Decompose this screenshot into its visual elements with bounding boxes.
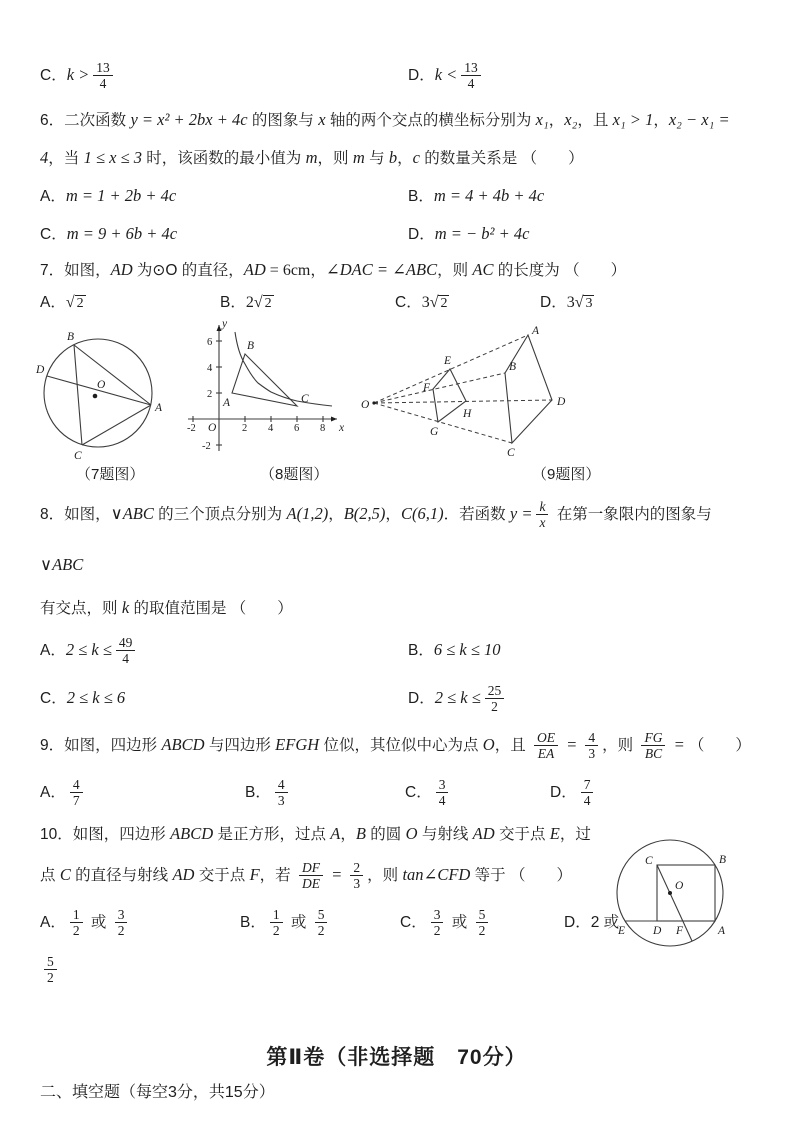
text-run: 点 — [40, 867, 60, 884]
q5-option-c — [40, 50, 408, 101]
text-run: C． — [40, 226, 67, 243]
q10-stem-line2 — [40, 852, 640, 899]
text-run: C． — [400, 914, 427, 931]
text-run: C． — [40, 67, 67, 84]
text-run: 的长度为 （ ） — [493, 262, 627, 279]
text-run: ， — [328, 506, 344, 523]
fig10-label-E: E — [618, 925, 626, 937]
fraction — [534, 730, 558, 761]
q5-options-row — [40, 50, 753, 101]
fraction — [436, 777, 449, 808]
q7-option-d — [540, 288, 753, 319]
math-run: O — [482, 735, 495, 754]
sqrt-expression — [422, 295, 450, 311]
quad-EFGH — [433, 369, 466, 422]
fraction-numerator: 13 — [461, 60, 481, 76]
math-run: b — [388, 148, 398, 167]
fraction-numerator: 25 — [485, 683, 505, 699]
fraction — [275, 777, 288, 808]
fig9-label-D: D — [557, 396, 566, 408]
text-run: ，则 — [317, 150, 353, 167]
fraction — [581, 777, 594, 808]
fraction — [299, 860, 323, 891]
fraction-numerator: k — [536, 499, 548, 515]
q7-option-c — [395, 288, 540, 319]
math-run: O — [405, 824, 418, 843]
text-run: C． — [405, 784, 432, 801]
q8-options-row1 — [40, 626, 753, 675]
fig8-ytick-4: 4 — [207, 363, 213, 374]
q8-stem-line1 — [40, 489, 753, 591]
text-run: 的圆 — [365, 826, 406, 843]
fig7-label-A: A — [155, 402, 163, 414]
text-run: 有交点，则 — [40, 600, 122, 617]
text-run: 10．如图，四边形 — [40, 826, 171, 843]
fig8-ytick-neg2: -2 — [202, 441, 211, 452]
math-run: ∠DAC = ∠ABC — [325, 260, 438, 279]
q6-options-row2 — [40, 215, 753, 253]
fraction-denominator: 2 — [72, 923, 80, 939]
math-run: k — [121, 598, 130, 617]
q6-option-c — [40, 215, 408, 253]
math-run: 2 ≤ k ≤ — [65, 640, 112, 659]
fraction-numerator: 49 — [116, 635, 136, 651]
text-run: 的直径与射线 — [70, 867, 173, 884]
math-run: 1 ≤ x ≤ 3 — [83, 148, 142, 167]
figures-row — [36, 318, 753, 462]
text-run: C． — [395, 294, 422, 311]
q5-option-d — [408, 50, 753, 101]
fraction — [461, 60, 481, 91]
text-run: 的图象与 — [247, 112, 319, 129]
text-run: 7．如图， — [40, 262, 111, 279]
caption-fig8: （8题图） — [260, 466, 329, 483]
fig10-label-C: C — [645, 855, 653, 867]
math-run: m = 4 + 4b + 4c — [433, 186, 545, 205]
fig10-label-O: O — [675, 880, 684, 892]
text-run: 时，该函数的最小值为 — [142, 150, 306, 167]
math-run: ABCD — [161, 735, 205, 754]
q7-stem — [40, 253, 753, 288]
q9-stem — [40, 722, 753, 769]
text-run: D． — [550, 784, 577, 801]
q8-options-row2 — [40, 675, 753, 722]
fraction — [70, 907, 83, 938]
q8-option-a — [40, 626, 408, 675]
text-run: 轴的两个交点的横坐标分别为 — [325, 112, 536, 129]
text-run: A． — [40, 784, 66, 801]
radical-sign-icon: √ — [574, 294, 584, 311]
figure-q9-similarity-diagram — [360, 323, 575, 463]
text-run: A． — [40, 914, 66, 931]
text-run: 与射线 — [417, 826, 473, 843]
fraction-numerator: 2 — [350, 860, 363, 876]
fraction — [116, 635, 136, 666]
fraction-denominator: 3 — [353, 876, 361, 892]
math-run: tan∠CFD — [402, 865, 471, 884]
ray-OB — [374, 373, 505, 403]
q8-stem-line2 — [40, 591, 753, 626]
center-dot — [93, 394, 98, 399]
text-run: ．若函数 — [443, 506, 510, 523]
math-run: m — [305, 148, 318, 167]
q7-options-row — [40, 288, 753, 319]
math-run: = — [669, 735, 689, 754]
chord-BC — [74, 345, 82, 445]
math-run: 4 — [40, 148, 49, 167]
fraction-numerator: OE — [534, 730, 558, 746]
text-run: 9．如图，四边形 — [40, 737, 162, 754]
fig9-label-C: C — [507, 447, 515, 459]
text-run: 在第一象限内的图象与 — [552, 506, 712, 523]
math-run: AD — [472, 824, 495, 843]
math-run: 2 ≤ k ≤ — [434, 688, 481, 707]
radical-sign-icon: √ — [429, 294, 439, 311]
fraction-denominator: 2 — [433, 923, 441, 939]
fig7-label-C: C — [74, 450, 82, 462]
chord-CA — [82, 405, 151, 445]
fraction — [115, 907, 128, 938]
fig9-label-G: G — [430, 426, 439, 438]
fraction-denominator: 4 — [583, 793, 591, 809]
fig8-ytick-2: 2 — [207, 389, 213, 400]
q9-option-c — [405, 769, 550, 817]
fraction-denominator: 2 — [47, 970, 54, 986]
fraction — [70, 777, 83, 808]
fraction-denominator: 2 — [317, 923, 325, 939]
math-run: 2 ≤ k ≤ 6 — [66, 688, 126, 707]
fraction — [350, 860, 363, 891]
square-CBAD — [657, 865, 715, 921]
fraction-numerator: 4 — [70, 777, 83, 793]
fig9-label-B: B — [509, 361, 517, 373]
fraction-denominator: BC — [644, 746, 663, 762]
fraction-numerator: 1 — [270, 907, 283, 923]
center-O-dot — [372, 401, 375, 404]
math-run: C — [59, 865, 71, 884]
math-run: k < — [434, 65, 458, 84]
fig8-label-C: C — [301, 393, 309, 405]
math-run: x₁ > 1 — [612, 110, 654, 129]
q6-options-row1 — [40, 177, 753, 215]
text-run: （ ） — [688, 737, 751, 754]
q9-options-row — [40, 769, 753, 817]
text-run: ，且 — [494, 737, 531, 754]
math-run: m — [352, 148, 365, 167]
fraction-numerator: 5 — [476, 907, 489, 923]
text-run: 的三个顶点分别为 — [153, 506, 287, 523]
fraction-numerator: 5 — [44, 954, 57, 970]
fig10-label-A: A — [718, 925, 726, 937]
sqrt-expression — [246, 295, 274, 311]
radicand: 2 — [440, 296, 448, 311]
text-run: 交于点 — [194, 867, 250, 884]
text-run: 的数量关系是 （ ） — [420, 150, 584, 167]
fraction-numerator: 5 — [315, 907, 328, 923]
text-run: 6．二次函数 — [40, 112, 131, 129]
fig8-xtick-6: 6 — [294, 423, 300, 434]
caption-fig7: （7题图） — [76, 466, 145, 483]
fraction-numerator: 3 — [431, 907, 444, 923]
fraction-numerator: 7 — [581, 777, 594, 793]
math-run: B — [355, 824, 366, 843]
q9-option-a — [40, 769, 245, 817]
fig8-ytick-6: 6 — [207, 337, 213, 348]
text-run: ，当 — [48, 150, 84, 167]
math-run: x — [318, 110, 326, 129]
fig7-label-D: D — [36, 364, 45, 376]
fig8-xtick-8: 8 — [320, 423, 326, 434]
math-run: ABCD — [170, 824, 214, 843]
radicand: 3 — [585, 296, 593, 311]
text-run: D． — [408, 67, 435, 84]
fraction — [641, 730, 665, 761]
sqrt-coefficient: 2 — [245, 294, 254, 311]
q10-option-c — [400, 899, 564, 947]
fig8-label-x: x — [339, 422, 345, 434]
q8-option-b — [408, 626, 753, 675]
text-run: B． — [220, 294, 246, 311]
q10-block — [40, 817, 753, 947]
math-run: A — [330, 824, 341, 843]
math-run: A(1,2) — [286, 504, 329, 523]
fraction-numerator: 3 — [115, 907, 128, 923]
text-run: 与四边形 — [204, 737, 276, 754]
text-run: D． — [540, 294, 567, 311]
q6-option-a — [40, 177, 408, 215]
fig8-xtick-4: 4 — [268, 423, 274, 434]
fill-in-blanks-section-title: 二、填空题（每空3分，共15分） — [40, 1084, 275, 1101]
center-dot — [668, 891, 672, 895]
text-run: 或 — [447, 914, 472, 931]
math-run: x₂ − x₁ = — [668, 110, 730, 129]
q8-option-d — [408, 675, 753, 722]
text-run: B． — [240, 914, 266, 931]
text-run: B． — [245, 784, 271, 801]
ray-OC — [374, 403, 512, 443]
fraction-denominator: 2 — [478, 923, 486, 939]
fraction-numerator: DF — [299, 860, 323, 876]
radical-sign-icon: √ — [65, 294, 75, 311]
fraction-denominator: 2 — [491, 699, 498, 715]
text-run: 与 — [364, 150, 389, 167]
fraction-denominator: x — [539, 515, 546, 531]
fraction-denominator: 7 — [72, 793, 80, 809]
q8-option-c — [40, 675, 408, 722]
sqrt-expression — [66, 295, 86, 311]
text-run: ，过 — [559, 826, 591, 843]
fig10-label-D: D — [653, 925, 662, 937]
fraction — [585, 730, 598, 761]
q9-option-d — [550, 769, 753, 817]
math-run: E — [549, 824, 560, 843]
fraction-denominator: DE — [301, 876, 320, 892]
text-run: ， — [310, 262, 326, 279]
q10-options-row — [40, 899, 630, 947]
text-run: ， — [653, 112, 669, 129]
math-run: = — [326, 865, 347, 884]
fraction-denominator: EA — [537, 746, 555, 762]
sqrt-expression — [567, 295, 595, 311]
fig9-label-F: F — [423, 382, 431, 394]
fig10-label-F: F — [676, 925, 684, 937]
math-run: x₂ — [564, 110, 578, 129]
fraction — [485, 683, 505, 714]
math-run: y = — [509, 504, 533, 523]
fraction — [44, 954, 57, 985]
fraction — [93, 60, 113, 91]
text-run: ，且 — [577, 112, 613, 129]
caption-fig9: （9题图） — [532, 466, 601, 483]
text-run: 的取值范围是 （ ） — [129, 600, 293, 617]
quad-ABCD — [505, 335, 552, 443]
text-run: ， — [397, 150, 413, 167]
fraction — [431, 907, 444, 938]
text-run: 位似，其位似中心为点 — [319, 737, 483, 754]
math-run: k > — [66, 65, 90, 84]
fraction-denominator: 4 — [467, 76, 475, 92]
text-run: B． — [408, 642, 434, 659]
math-run: y = x² + 2bx + 4c — [130, 110, 248, 129]
text-run: D． — [408, 226, 435, 243]
q10-stem-line1 — [40, 817, 640, 852]
math-run: m = 9 + 6b + 4c — [66, 224, 178, 243]
diameter-from-C — [657, 865, 692, 941]
math-run: C(6,1) — [400, 504, 444, 523]
fraction-numerator: 1 — [70, 907, 83, 923]
math-run: = — [562, 735, 582, 754]
text-run: ， — [548, 112, 565, 129]
sqrt-coefficient: 3 — [566, 294, 575, 311]
fraction — [476, 907, 489, 938]
math-run: B(2,5) — [343, 504, 386, 523]
radicand: 2 — [76, 296, 84, 311]
fraction — [315, 907, 328, 938]
fig7-label-B: B — [67, 331, 75, 343]
radical-sign-icon: √ — [253, 294, 263, 311]
fraction-numerator: 4 — [275, 777, 288, 793]
math-run: ∨ABC — [110, 504, 154, 523]
fraction-denominator: 2 — [117, 923, 125, 939]
math-run: F — [249, 865, 260, 884]
text-run: 为⊙O 的直径， — [132, 262, 244, 279]
fraction-numerator: 3 — [436, 777, 449, 793]
text-run: 等于 （ ） — [470, 867, 572, 884]
text-run: ，则 — [367, 867, 403, 884]
figure-captions-row — [40, 461, 753, 489]
fig8-label-A: A — [223, 397, 231, 409]
fraction-numerator: 4 — [585, 730, 598, 746]
math-run: x₁ — [535, 110, 549, 129]
math-run: AD — [172, 865, 195, 884]
fraction-denominator: 2 — [272, 923, 280, 939]
fraction-denominator: 4 — [99, 76, 107, 92]
fig8-xtick-2: 2 — [242, 423, 248, 434]
text-run: 是正方形，过点 — [213, 826, 331, 843]
section-ii-heading: 第Ⅱ卷（非选择题 70分） — [266, 1046, 527, 1069]
math-run: m = − b² + 4c — [434, 224, 530, 243]
x-axis-arrow — [331, 417, 337, 422]
figure-q7-circle-diagram — [34, 321, 169, 463]
math-run: ∨ABC — [40, 555, 84, 574]
text-run: C． — [40, 690, 67, 707]
fig9-label-A: A — [532, 325, 540, 337]
q6-stem-line1 — [40, 101, 753, 139]
text-run: A． — [40, 642, 66, 659]
fraction — [270, 907, 283, 938]
fraction — [536, 499, 548, 530]
fig7-label-O: O — [97, 379, 106, 391]
fig8-label-B: B — [247, 340, 255, 352]
fraction-denominator: 3 — [588, 746, 596, 762]
fig9-label-H: H — [463, 408, 472, 420]
text-run: A． — [40, 188, 66, 205]
math-run: = 6cm — [265, 262, 311, 279]
text-run: D．2 或 — [564, 914, 620, 931]
math-run: AD — [110, 260, 133, 279]
text-run: D． — [408, 690, 435, 707]
text-run: ， — [340, 826, 356, 843]
math-run: EFGH — [275, 735, 320, 754]
math-run: AD — [243, 260, 266, 279]
fig9-label-O: O — [361, 399, 370, 411]
fig8-label-O: O — [208, 422, 217, 434]
text-run: A． — [40, 294, 66, 311]
math-run: 6 ≤ k ≤ 10 — [433, 640, 501, 659]
radicand: 2 — [264, 296, 272, 311]
text-run: 或 — [86, 914, 111, 931]
q9-option-b — [245, 769, 405, 817]
sqrt-coefficient: 3 — [421, 294, 430, 311]
text-run: 或 — [286, 914, 311, 931]
fraction-denominator: 3 — [277, 793, 285, 809]
q10-option-b — [240, 899, 400, 947]
fraction-denominator: 4 — [438, 793, 446, 809]
figure-q10-circle-square-diagram — [615, 823, 765, 955]
fig9-label-E: E — [444, 355, 452, 367]
y-axis-arrow — [217, 325, 222, 331]
q10-option-a — [40, 899, 240, 947]
fraction-numerator: 13 — [93, 60, 113, 76]
fig8-xtick-neg2: -2 — [187, 423, 196, 434]
fraction-denominator: 4 — [122, 651, 130, 667]
q6-stem-line2 — [40, 139, 753, 177]
ray-OD — [374, 400, 552, 403]
figure-q8-graph-diagram — [186, 315, 348, 461]
fig8-label-y: y — [222, 318, 228, 330]
math-run: m = 1 + 2b + 4c — [65, 186, 177, 205]
text-run: ，则 — [602, 737, 638, 754]
chord-BA — [74, 345, 151, 405]
text-run: 8．如图， — [40, 506, 111, 523]
ray-OA — [374, 335, 528, 403]
q6-option-d — [408, 215, 753, 253]
text-run: B． — [408, 188, 434, 205]
fraction-numerator: FG — [641, 730, 665, 746]
math-run: c — [412, 148, 420, 167]
fig10-label-B: B — [719, 854, 727, 866]
text-run: ，则 — [437, 262, 473, 279]
q6-option-b — [408, 177, 753, 215]
text-run: 交于点 — [494, 826, 550, 843]
text-run: ，若 — [259, 867, 295, 884]
math-run: AC — [472, 260, 494, 279]
text-run: ， — [385, 506, 401, 523]
